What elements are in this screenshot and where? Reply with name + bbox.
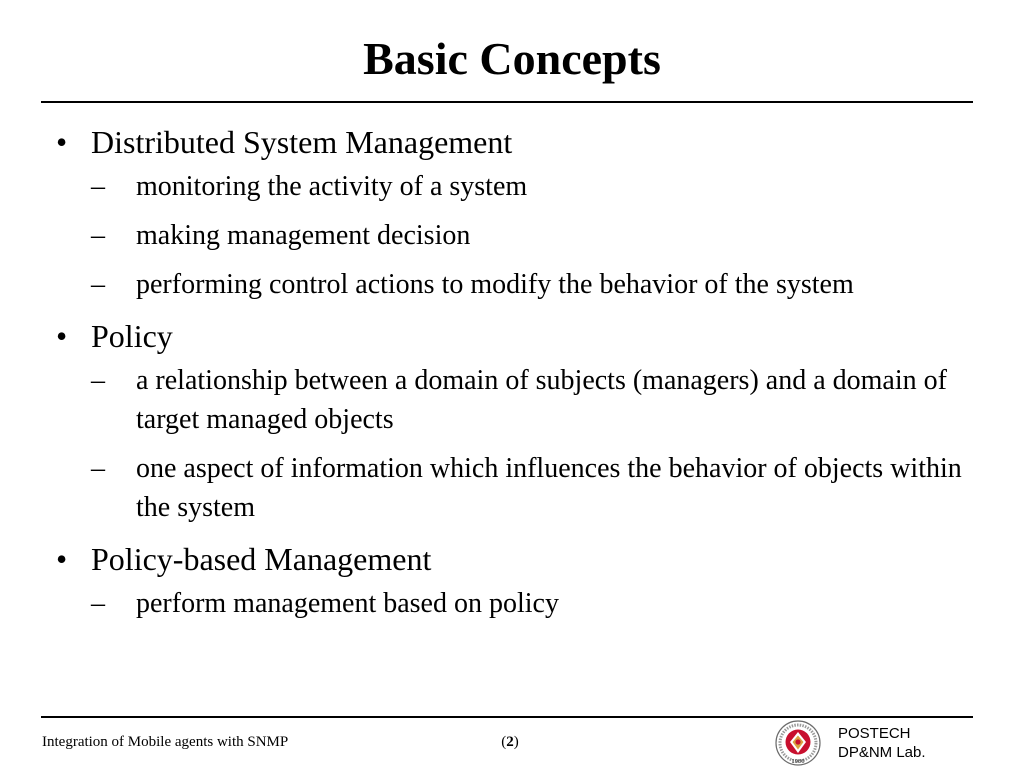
bullet-text: Policy-based Management: [91, 541, 432, 577]
slide-title: Basic Concepts: [363, 33, 661, 84]
bullet-item: [52, 316, 972, 527]
bullet-text: Distributed System Management: [91, 124, 513, 160]
footer-organization: [838, 724, 926, 762]
sub-bullet-item: [91, 167, 976, 206]
bullet-text: Policy: [91, 318, 173, 354]
sub-bullet-marker: –: [91, 171, 105, 202]
sub-bullet-text: making management decision: [136, 220, 471, 251]
sub-bullet-marker: –: [91, 220, 105, 251]
sub-bullet-item: [91, 216, 976, 255]
lab-name: DP&NM Lab.: [838, 744, 926, 761]
page-number-value: 2: [506, 734, 514, 750]
sub-bullet-list: [91, 584, 972, 623]
university-seal-icon: [775, 720, 821, 766]
organization-name: POSTECH: [838, 725, 911, 742]
bullet-marker: •: [56, 541, 68, 577]
sub-bullet-item: [91, 584, 976, 623]
sub-bullet-list: [91, 167, 972, 304]
sub-bullet-item: [91, 265, 976, 304]
sub-bullet-item: [91, 361, 976, 439]
sub-bullet-item: [91, 449, 976, 527]
sub-bullet-text: performing control actions to modify the behavior of the system: [136, 269, 854, 300]
sub-bullet-marker: –: [91, 269, 105, 300]
bullet-marker: •: [56, 124, 68, 160]
sub-bullet-marker: –: [91, 365, 105, 396]
page-number-close: ): [513, 734, 519, 750]
page-number: [490, 733, 530, 751]
sub-bullet-list: [91, 361, 972, 527]
page-number-open: (: [501, 734, 507, 750]
sub-bullet-text: one aspect of information which influences the behavior of objects within the system: [136, 453, 962, 523]
bullet-item: [52, 539, 972, 623]
seal-year: 1986: [791, 759, 805, 766]
bullet-item: [52, 122, 972, 304]
footer-presentation-title: Integration of Mobile agents with SNMP: [42, 734, 289, 750]
sub-bullet-text: perform management based on policy: [136, 588, 559, 619]
bullet-marker: •: [56, 318, 68, 354]
title-divider: [41, 101, 973, 103]
sub-bullet-marker: –: [91, 588, 105, 619]
sub-bullet-text: monitoring the activity of a system: [136, 171, 528, 202]
footer-divider: [41, 716, 973, 718]
sub-bullet-marker: –: [91, 453, 105, 484]
bullet-list: [52, 122, 972, 623]
sub-bullet-text: a relationship between a domain of subjects (managers) and a domain of target managed objects: [136, 365, 947, 435]
